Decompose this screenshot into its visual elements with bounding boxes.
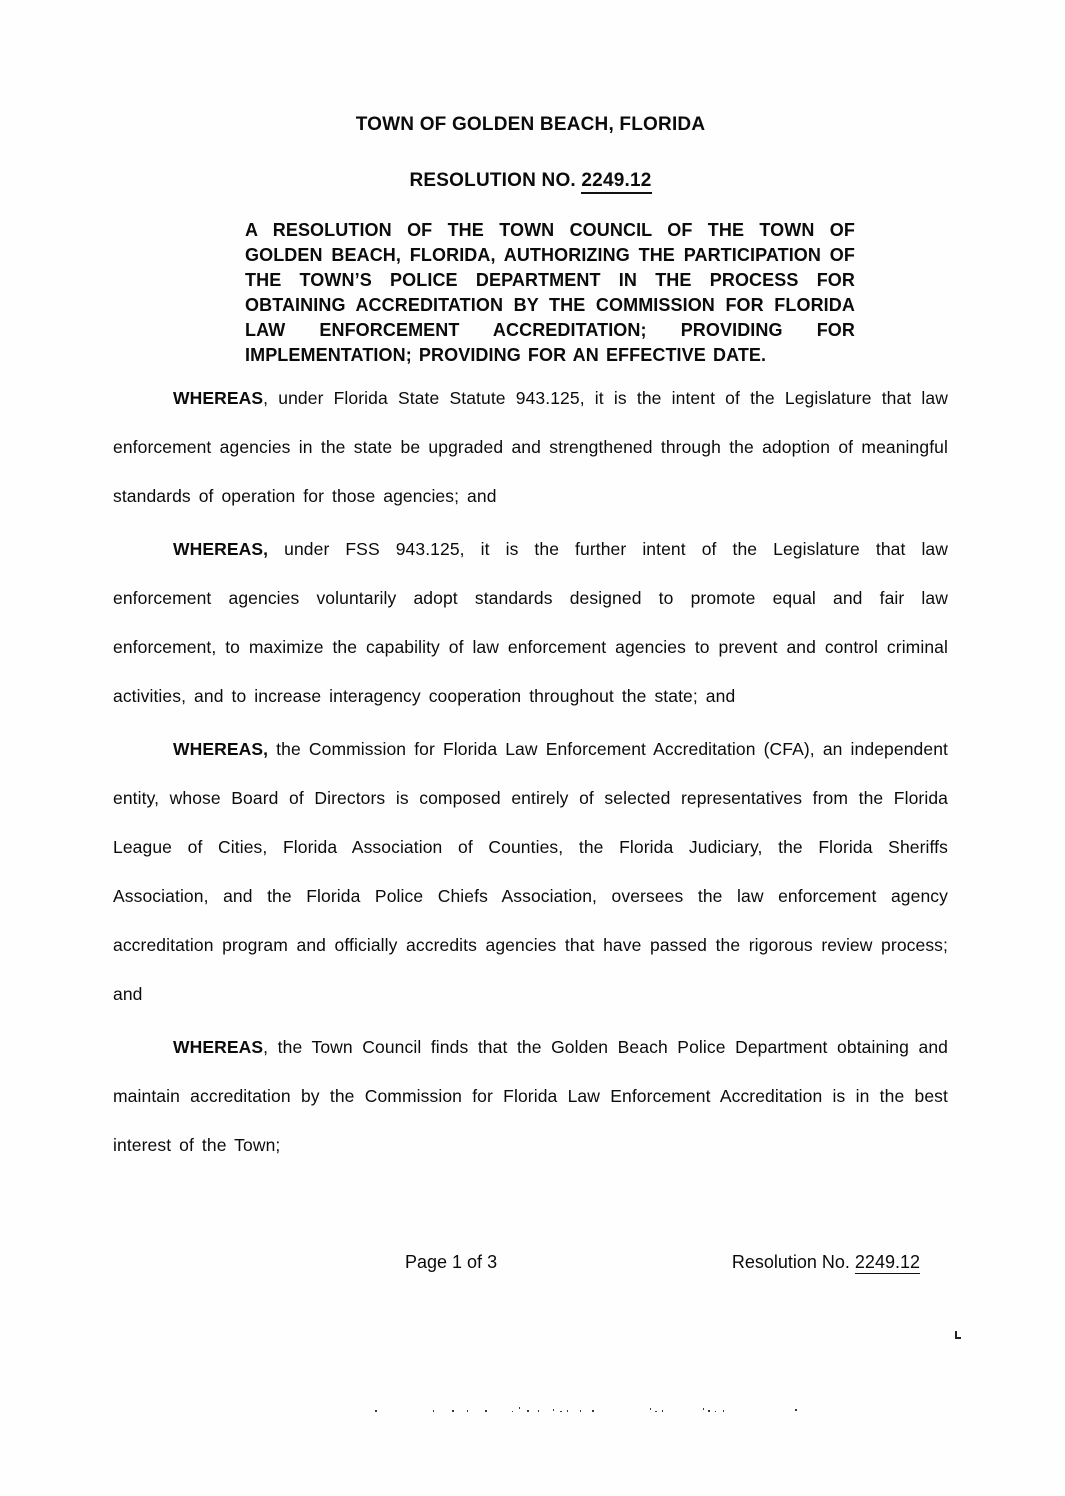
scan-speckle — [467, 1410, 468, 1412]
scan-speckle — [723, 1410, 724, 1412]
scan-speckle — [715, 1411, 716, 1412]
whereas-text: under FSS 943.125, it is the further intent of the Legislature that law enforcement agencies voluntarily adopt standards designed to promote equal and fair law enforcement, to maximize the capability of law enforcement agencies to prevent and control criminal activities, and to increase interagency cooperation throughout the state; and — [113, 539, 948, 706]
footer-resolution-number: 2249.12 — [854, 1252, 920, 1272]
scan-speckle — [655, 1411, 657, 1412]
whereas-paragraph-1 — [113, 374, 948, 521]
whereas-lead: WHEREAS — [173, 388, 264, 408]
scan-speckle — [708, 1410, 710, 1412]
scan-speckle — [560, 1411, 562, 1412]
scan-speckle — [703, 1408, 704, 1410]
document-content — [113, 0, 948, 1174]
scan-speckle — [567, 1410, 568, 1412]
whereas-text: the Commission for Florida Law Enforcement Accreditation (CFA), an independent entity, whose Board of Directors is composed entirely of selected representatives from the Florida League of Cities, Florida Association of Counties, the Florida Judiciary, the Florida Sheriffs Association, and the Florida Police Chiefs Association, oversees the law enforcement agency accreditation program and officially accredits agencies that have passed the rigorous review process; and — [113, 739, 948, 1004]
resolution-number-heading — [113, 170, 948, 192]
whereas-text: , the Town Council finds that the Golden Beach Police Department obtaining and maintain accreditation by the Commission for Florida Law Enforcement Accreditation is in the best interest of the Town; — [113, 1037, 948, 1155]
scan-speckle — [662, 1410, 663, 1412]
scan-speckle — [452, 1410, 454, 1412]
document-title: TOWN OF GOLDEN BEACH, FLORIDA — [355, 114, 706, 135]
scan-speckle — [650, 1408, 651, 1410]
resolution-heading-prefix: RESOLUTION NO. — [409, 170, 582, 191]
scan-speckle — [375, 1410, 377, 1412]
scan-speckle — [527, 1410, 529, 1412]
resolution-heading-number: 2249.12 — [581, 170, 651, 194]
scan-artifact-mark — [955, 1331, 961, 1339]
whereas-lead: WHEREAS, — [173, 539, 269, 559]
whereas-paragraph-4 — [113, 1023, 948, 1170]
footer-resolution-ref — [732, 1251, 920, 1273]
scan-speckle — [512, 1411, 513, 1412]
scan-speckle — [592, 1410, 594, 1412]
scan-speckle — [485, 1410, 487, 1412]
resolution-headline: A RESOLUTION OF THE TOWN COUNCIL OF THE TOWN OF GOLDEN BEACH, FLORIDA, AUTHORIZING THE PARTICIPATION OF THE TOWN’S POLICE DEPARTMENT IN THE PROCESS FOR OBTAINING ACCREDITATION BY THE COMMISSION FOR FLORIDA LAW ENFORCEMENT ACCREDITATION; PROVIDING FOR IMPLEMENTATION; PROVIDING FOR AN EFFECTIVE DATE. — [245, 220, 855, 365]
footer-resolution-prefix: Resolution No. — [731, 1252, 855, 1272]
whereas-paragraph-2 — [113, 525, 948, 721]
whereas-text: , under Florida State Statute 943.125, it is the intent of the Legislature that law enforcement agencies in the state be upgraded and strengthened through the adoption of meaningful standards of operation for those agencies; and — [113, 388, 948, 506]
scan-speckle — [519, 1407, 520, 1409]
scan-speckle — [538, 1410, 539, 1412]
whereas-lead: WHEREAS, — [173, 739, 269, 759]
scan-speckle — [433, 1410, 434, 1412]
scan-speckle — [553, 1409, 554, 1411]
whereas-paragraph-3 — [113, 725, 948, 1019]
page-number-label: Page 1 of 3 — [405, 1252, 498, 1272]
scan-speckle — [795, 1409, 797, 1411]
scan-speckle — [580, 1410, 581, 1412]
page-footer — [113, 1251, 948, 1273]
whereas-lead: WHEREAS — [173, 1037, 264, 1057]
